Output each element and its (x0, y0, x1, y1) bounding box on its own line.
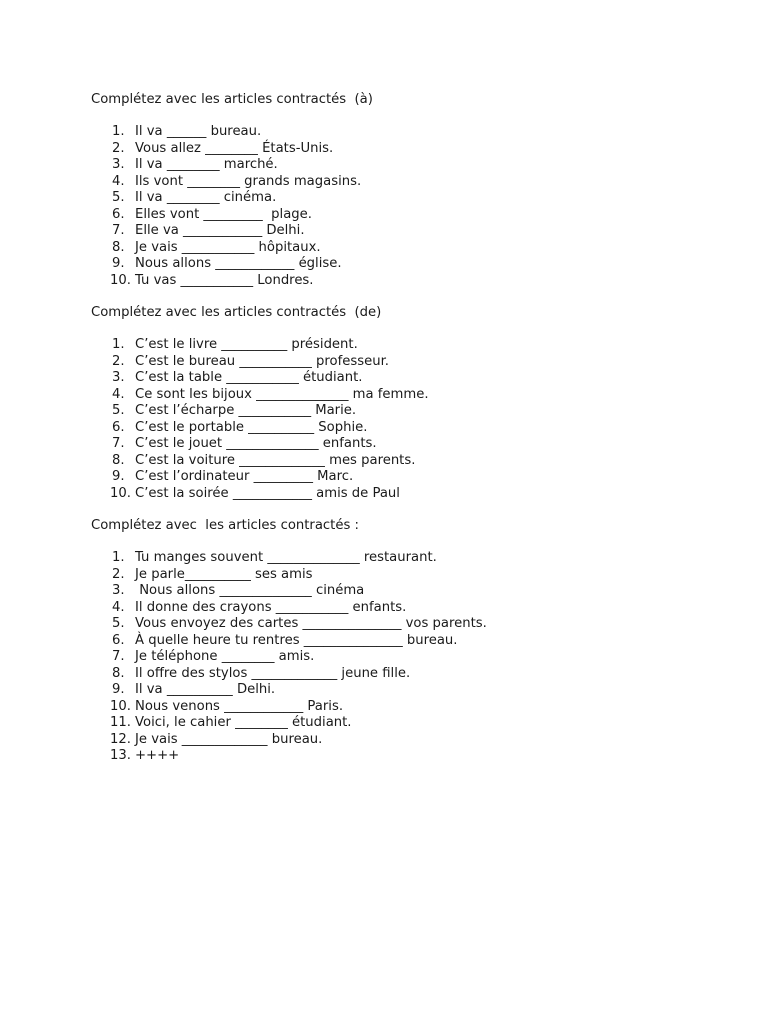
item-number: 9. (112, 682, 125, 697)
item-number: 5. (112, 190, 125, 205)
item-number: 7. (112, 436, 125, 451)
item-text: Elle va ____________ Delhi. (135, 223, 305, 238)
item-number: 4. (112, 173, 125, 189)
item-number: 6. (112, 419, 125, 435)
item-number: 9. (112, 469, 125, 484)
item-text: ++++ (135, 748, 180, 763)
item-number: 11. (110, 715, 131, 730)
item-text: C’est le portable __________ Sophie. (135, 419, 368, 435)
item-number: 10. (110, 485, 131, 501)
item-text: C’est l’ordinateur _________ Marc. (135, 469, 354, 484)
item-number: 5. (112, 403, 125, 418)
item-number: 7. (112, 223, 125, 238)
item-text: Il va ________ cinéma. (135, 190, 277, 205)
item-text: Nous allons ____________ église. (135, 256, 342, 271)
item-number: 10. (110, 272, 131, 288)
item-number: 3. (112, 370, 125, 385)
item-text: Il donne des crayons ___________ enfants. (135, 599, 407, 615)
item-number: 1. (112, 550, 125, 565)
item-text: Tu vas ___________ Londres. (135, 272, 314, 288)
item-text: C’est le livre __________ président. (135, 337, 358, 352)
item-text: C’est la table ___________ étudiant. (135, 370, 363, 385)
item-text: Nous venons ____________ Paris. (135, 698, 344, 714)
item-text: Je téléphone ________ amis. (135, 649, 315, 664)
item-number: 13. (110, 748, 131, 763)
item-number: 1. (112, 124, 125, 139)
item-text: Je vais ___________ hôpitaux. (135, 239, 321, 255)
item-number: 6. (112, 632, 125, 648)
item-text: Il offre des stylos _____________ jeune fille. (135, 665, 411, 681)
item-text: Tu manges souvent ______________ restaurant. (135, 550, 437, 565)
item-number: 8. (112, 665, 125, 681)
item-number: 2. (112, 353, 125, 369)
item-number: 1. (112, 337, 125, 352)
item-text: Vous envoyez des cartes _______________ vos parents. (135, 616, 487, 631)
item-text: Ce sont les bijoux ______________ ma femme. (135, 386, 429, 402)
item-number: 3. (112, 157, 125, 172)
item-number: 4. (112, 386, 125, 402)
item-number: 2. (112, 140, 125, 156)
item-text: C’est le bureau ___________ professeur. (135, 353, 389, 369)
item-text: Il va __________ Delhi. (135, 682, 276, 697)
item-text: Voici, le cahier ________ étudiant. (135, 715, 352, 730)
item-text: À quelle heure tu rentres _______________ bureau. (135, 632, 458, 648)
item-number: 4. (112, 599, 125, 615)
section-heading-mixed: Complétez avec les articles contractés : (91, 518, 359, 533)
item-number: 10. (110, 698, 131, 714)
item-number: 5. (112, 616, 125, 631)
item-number: 3. (112, 583, 125, 598)
item-text: C’est l’écharpe ___________ Marie. (135, 403, 357, 418)
section-heading-a: Complétez avec les articles contractés (à) (91, 92, 373, 107)
section-heading-de: Complétez avec les articles contractés (de) (91, 305, 382, 320)
item-text: Il va ________ marché. (135, 157, 278, 172)
item-text: Nous allons ______________ cinéma (135, 583, 365, 598)
item-number: 6. (112, 206, 125, 222)
item-text: Je vais _____________ bureau. (135, 731, 323, 747)
item-number: 7. (112, 649, 125, 664)
item-number: 8. (112, 452, 125, 468)
item-text: Il va ______ bureau. (135, 124, 262, 139)
item-text: C’est la voiture _____________ mes parents. (135, 452, 416, 468)
item-text: Ils vont ________ grands magasins. (135, 173, 362, 189)
item-text: C’est la soirée ____________ amis de Paul (135, 485, 400, 501)
item-text: Je parle__________ ses amis (135, 566, 313, 582)
item-text: C’est le jouet ______________ enfants. (135, 436, 377, 451)
item-text: Vous allez ________ États-Unis. (135, 140, 334, 156)
item-number: 12. (110, 731, 131, 747)
item-number: 8. (112, 239, 125, 255)
item-text: Elles vont _________ plage. (135, 206, 312, 222)
item-number: 2. (112, 566, 125, 582)
item-number: 9. (112, 256, 125, 271)
